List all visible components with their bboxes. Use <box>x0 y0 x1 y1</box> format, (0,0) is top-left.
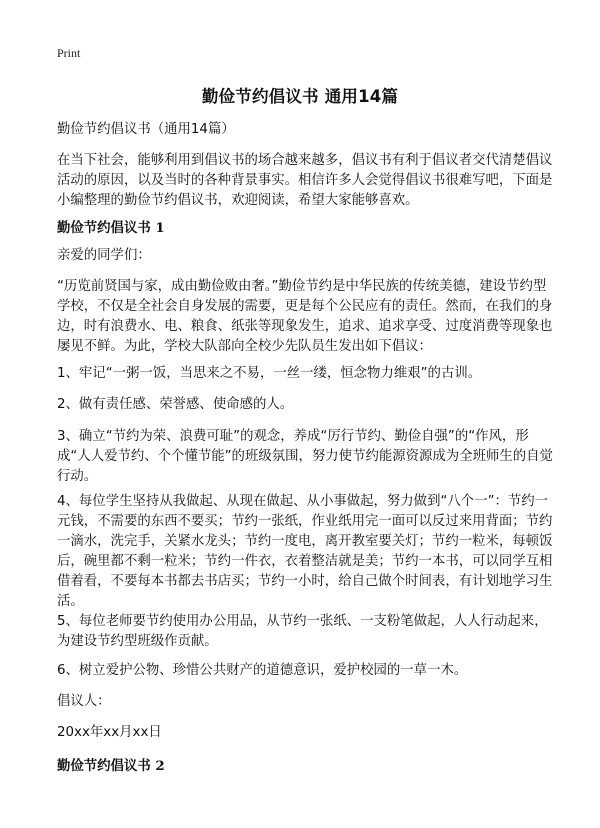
list-item-4: 4、每位学生坚持从我做起、从现在做起、从小事做起，努力做到“八个一”：节约一元钱，不需要的东西不要买；节约一张纸，作业纸用完一面可以反过来用背面；节约一滴水，洗完手，关紧水龙头；节约一度电，离开教室要关灯；节约一粒米，每顿饭后，碗里都不剩一粒米；节约一件衣，衣着整洁就是美；节约一本书，可以同学互相借着看，不要每本书都去书店买；节约一小时，给自己做个时间表，有计划地学习生活。 <box>57 494 553 609</box>
section-1-paragraph: “历览前贤国与家，成由勤俭败由奢。”勤俭节约是中华民族的传统美德，建设节约型学校，不仅是全社会自身发展的需要，更是每个公民应有的责任。然而，在我们的身边，时有浪费水、电、粮食、纸张等现象发生，追求、追求享受、过度消费等现象也屡见不鲜。为此，学校大队部向全校少先队员生发出如下倡议： <box>57 279 553 354</box>
greeting: 亲爱的同学们： <box>57 248 151 263</box>
list-item-3: 3、确立“节约为荣、浪费可耻”的观念，养成“厉行节约、勤俭自强”的“作风，形成“人人爱节约、个个懂节能”的班级氛围，努力使节约能源资源成为全班师生的自觉行动。 <box>57 429 553 484</box>
list-item-2: 2、做有责任感、荣誉感、使命感的人。 <box>57 397 294 412</box>
date-line: 20xx年xx月xx日 <box>57 725 162 740</box>
list-item-5: 5、每位老师要节约使用办公用品，从节约一张纸、一支粉笔做起，人人行动起来，为建设节约型班级作贡献。 <box>57 614 548 649</box>
section-1-heading: 勤俭节约倡议书 1 <box>57 220 165 236</box>
list-item-1: 1、牢记“一粥一饭，当思来之不易，一丝一缕，恒念物力维艰”的古训。 <box>57 366 482 381</box>
section-2-heading: 勤俭节约倡议书 2 <box>57 758 165 774</box>
document-title: 勤俭节约倡议书 通用14篇 <box>201 87 399 106</box>
intro-paragraph: 在当下社会，能够利用到倡议书的场合越来越多，倡议书有利于倡议者交代清楚倡议活动的原因，以及当时的各种背景事实。相信许多人会觉得倡议书很难写吧，下面是小编整理的勤俭节约倡议书，欢迎阅读，希望大家能够喜欢。 <box>57 153 553 208</box>
list-item-6: 6、树立爱护公物、珍惜公共财产的道德意识，爱护校园的一草一木。 <box>57 663 468 678</box>
signer-label: 倡议人： <box>57 694 111 709</box>
print-link[interactable]: Print <box>57 46 81 60</box>
subtitle: 勤俭节约倡议书（通用14篇） <box>57 122 235 137</box>
